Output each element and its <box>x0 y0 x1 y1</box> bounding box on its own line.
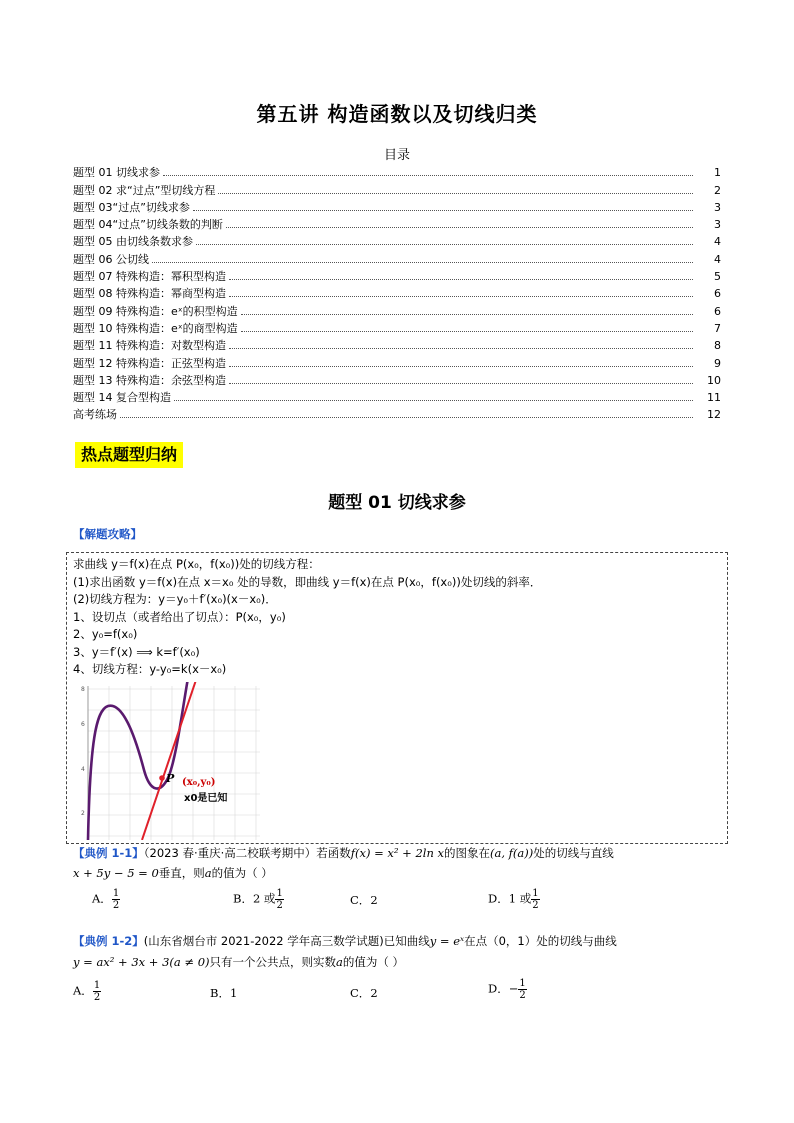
option-a[interactable] <box>92 888 120 911</box>
strategy-line: 1、设切点（或者给出了切点）：P(x₀，y₀) <box>73 609 286 624</box>
toc-page-number: 6 <box>714 287 721 301</box>
toc-entry-title: 题型 02 求“过点”型切线方程 <box>73 183 216 197</box>
math-expression: y = ax² + 3x + 3(a ≠ 0) <box>73 955 210 969</box>
toc-entry[interactable] <box>73 352 721 369</box>
toc-leader-dots <box>218 193 693 194</box>
toc-leader-dots <box>229 348 693 349</box>
math-expression: f(x) = x² + 2ln x <box>350 846 445 860</box>
option-value: 2 <box>370 986 378 1000</box>
math-expression: (a, f(a)) <box>490 846 534 860</box>
toc-entry-title: 题型 13 特殊构造：余弦型构造 <box>73 373 226 387</box>
toc-leader-dots <box>241 314 693 315</box>
section-title: 题型 01 切线求参 <box>328 493 466 513</box>
toc-entry[interactable] <box>73 300 721 317</box>
toc-entry[interactable] <box>73 179 721 196</box>
option-label: A． <box>92 891 112 906</box>
example-1-1-line2 <box>73 864 733 882</box>
toc-page-number: 5 <box>714 270 721 284</box>
fraction: $\frac{1}{2}$ <box>93 980 101 1003</box>
option-value: 2 <box>370 893 378 907</box>
option-label: D． <box>488 981 509 996</box>
toc-leader-dots <box>226 227 693 228</box>
math-variable: a <box>336 955 343 969</box>
strategy-line: 4、切线方程：y-y₀=k(x－x₀) <box>73 662 227 676</box>
toc-leader-dots <box>241 331 693 332</box>
y-tick-label: 8 <box>81 686 85 693</box>
point-label: P <box>166 772 175 785</box>
example-stem: 的图象在 <box>444 846 491 860</box>
toc-entry[interactable] <box>73 404 721 421</box>
toc-page-number: 7 <box>714 321 721 335</box>
toc-leader-dots <box>196 244 693 245</box>
toc-page-number: 3 <box>714 218 721 232</box>
toc-entry[interactable] <box>73 318 721 335</box>
strategy-line: 3、y＝f′(x) ⟹ k=f′(x₀) <box>73 644 200 659</box>
example-stem: 的值为（ ） <box>342 955 405 969</box>
toc-leader-dots <box>229 296 693 297</box>
option-value: 2 或 <box>252 891 276 906</box>
toc-leader-dots <box>193 210 693 211</box>
toc-entry[interactable] <box>73 248 721 265</box>
toc-entry-title: 题型 08 特殊构造：幂商型构造 <box>73 287 226 301</box>
tangent-point <box>159 775 165 781</box>
toc-entry-title: 题型 03“过点”切线求参 <box>73 200 190 214</box>
strategy-line: 求曲线 y＝f(x)在点 P(x₀，f(x₀))处的切线方程： <box>73 557 320 571</box>
toc-entry-title: 题型 01 切线求参 <box>73 166 160 180</box>
option-label: C． <box>350 986 371 1000</box>
option-value: − <box>508 981 519 996</box>
example-stem: 在点（0，1）处的切线与曲线 <box>464 934 617 948</box>
example-stem: 的值为（ ） <box>211 866 273 880</box>
toc-page-number: 12 <box>707 408 721 422</box>
option-label: A． <box>73 983 93 998</box>
toc-entry[interactable] <box>73 197 721 214</box>
strategy-tag: 【解题攻略】 <box>73 527 142 541</box>
strategy-line: (2)切线方程为：y＝y₀＋f′(x₀)(x－x₀)． <box>73 592 277 606</box>
table-of-contents <box>73 162 721 421</box>
math-expression: y = eˣ <box>429 934 465 948</box>
example-1-1 <box>73 844 733 862</box>
y-tick-label: 2 <box>81 810 85 817</box>
toc-page-number: 9 <box>714 356 721 370</box>
example-stem: (山东省烟台市 2021-2022 学年高三数学试题)已知曲线 <box>143 934 430 948</box>
toc-entry-title: 题型 07 特殊构造：幂积型构造 <box>73 270 226 284</box>
toc-page-number: 6 <box>714 304 721 318</box>
toc-entry[interactable] <box>73 283 721 300</box>
known-note: x0是已知 <box>184 793 228 804</box>
toc-leader-dots <box>229 366 693 367</box>
toc-page-number: 8 <box>714 339 721 353</box>
fraction: $\frac{1}{2}$ <box>112 888 120 911</box>
toc-entry[interactable] <box>73 335 721 352</box>
option-d[interactable] <box>488 888 540 911</box>
toc-entry-title: 题型 11 特殊构造：对数型构造 <box>73 339 226 353</box>
tangent-line <box>142 682 196 840</box>
toc-leader-dots <box>152 262 693 263</box>
toc-leader-dots <box>174 400 693 401</box>
fraction: $\frac{1}{2}$ <box>519 978 526 1001</box>
toc-page-number: 4 <box>714 252 721 266</box>
option-label: C． <box>350 893 371 907</box>
math-expression: x + 5y − 5 = 0 <box>73 866 159 880</box>
option-d[interactable] <box>488 978 527 1001</box>
option-label: D． <box>488 891 509 906</box>
toc-entry-title: 题型 05 由切线条数求参 <box>73 235 193 249</box>
y-tick-label: 4 <box>81 766 85 773</box>
example-stem: 垂直，则 <box>158 866 205 880</box>
toc-page-number: 1 <box>714 166 721 180</box>
option-b[interactable] <box>210 985 237 1001</box>
option-c[interactable] <box>350 985 378 1001</box>
option-value: 1 或 <box>508 891 532 906</box>
option-b[interactable] <box>233 888 284 911</box>
hot-topics-banner: 热点题型归纳 <box>75 442 183 468</box>
strategy-line: (1)求出函数 y＝f(x)在点 x＝x₀ 处的导数，即曲线 y＝f(x)在点 P(x₀，f(x₀))处切线的斜率． <box>73 574 542 589</box>
strategy-line: 2、y₀=f(x₀) <box>73 627 138 641</box>
option-c[interactable] <box>350 892 378 908</box>
toc-entry[interactable] <box>73 266 721 283</box>
toc-page-number: 2 <box>714 183 721 197</box>
toc-entry-title: 高考练场 <box>73 408 117 422</box>
y-tick-label: 6 <box>81 721 85 728</box>
fraction: $\frac{1}{2}$ <box>276 888 283 911</box>
option-label: B． <box>210 986 230 1000</box>
example-stem: 只有一个公共点，则实数 <box>209 955 337 969</box>
toc-entry[interactable] <box>73 162 721 179</box>
toc-page-number: 4 <box>714 235 721 249</box>
toc-leader-dots <box>229 383 693 384</box>
toc-leader-dots <box>163 175 693 176</box>
coordinate-label: (x₀,y₀) <box>182 777 216 788</box>
example-stem: 处的切线与直线 <box>533 846 614 860</box>
toc-entry-title: 题型 14 复合型构造 <box>73 391 171 405</box>
toc-entry-title: 题型 10 特殊构造：eˣ的商型构造 <box>73 321 238 335</box>
toc-page-number: 3 <box>714 200 721 214</box>
toc-entry-title: 题型 06 公切线 <box>73 252 149 266</box>
toc-entry[interactable] <box>73 231 721 248</box>
option-value: 1 <box>229 986 238 1000</box>
cubic-curve <box>88 682 188 840</box>
tangent-graph <box>74 682 260 840</box>
toc-entry[interactable] <box>73 387 721 404</box>
toc-heading: 目录 <box>383 148 410 163</box>
strategy-text <box>73 556 541 679</box>
fraction: $\frac{1}{2}$ <box>532 888 539 911</box>
toc-page-number: 10 <box>707 373 721 387</box>
example-1-2-line2 <box>73 953 733 971</box>
toc-entry-title: 题型 09 特殊构造：eˣ的积型构造 <box>73 304 238 318</box>
math-variable: a <box>204 866 212 880</box>
example-stem: （2023 春·重庆·高二校联考期中）若函数 <box>143 846 351 860</box>
toc-entry-title: 题型 04“过点”切线条数的判断 <box>73 218 223 232</box>
toc-entry-title: 题型 12 特殊构造：正弦型构造 <box>73 356 226 370</box>
page-title: 第五讲 构造函数以及切线归类 <box>256 102 538 126</box>
option-a[interactable] <box>73 980 101 1003</box>
toc-page-number: 11 <box>707 391 721 405</box>
toc-entry[interactable] <box>73 214 721 231</box>
example-1-2 <box>73 932 733 950</box>
toc-entry[interactable] <box>73 370 721 387</box>
toc-leader-dots <box>229 279 693 280</box>
toc-leader-dots <box>120 417 693 418</box>
example-tag: 【典例 1-1】 <box>73 846 144 860</box>
example-tag: 【典例 1-2】 <box>73 934 144 948</box>
option-label: B． <box>233 891 253 906</box>
